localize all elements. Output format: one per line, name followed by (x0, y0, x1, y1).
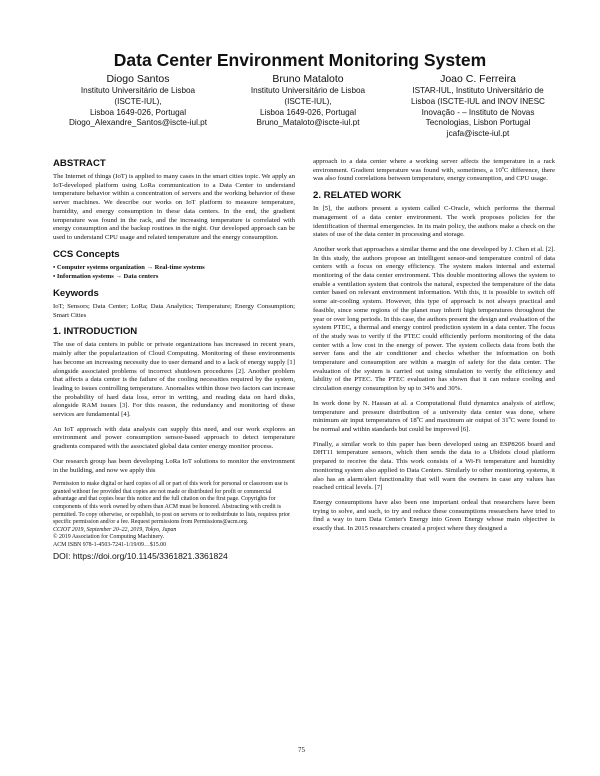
related-work-heading: 2. RELATED WORK (313, 190, 402, 202)
abstract-heading: ABSTRACT (53, 158, 106, 169)
conference-info: CCIOT 2019, September 20–22, 2019, Tokyo, Japan (53, 526, 177, 533)
isbn-info: ACM ISBN 978-1-4503-7241-1/19/09…$15.00 (53, 542, 167, 549)
copyright-notice: © 2019 Association for Computing Machinery. (53, 534, 165, 541)
ccs-heading: CCS Concepts (53, 248, 120, 260)
related-work-paragraph: In [5], the authors present a system called C-Oracle, which performs the thermal management of a data center environment. The work proposes policies for the identification of thermal emergencies. In its main policy, the authors make a check on the states of use of the data center in processing and storage. (313, 205, 555, 239)
author-affiliation-line: Inovação - – Instituto de Novas (421, 107, 535, 117)
author-affiliation-line: (ISCTE-IUL), (114, 96, 162, 106)
introduction-paragraph: Our research group has been developing LoRa IoT solutions to monitor the environment in the building, and now we apply this (53, 457, 295, 474)
introduction-paragraph: An IoT approach with data analysis can supply this need, and our work explores an environment and power consumption sensor-based approach to detect temperature gradients compared with the associated global data center energy monitor process. (53, 425, 295, 451)
keywords-text: IoT; Sensors; Data Center; LoRa; Data Analytics; Temperature; Energy Consumption; Smart Cities (53, 303, 295, 319)
page-number: 75 (298, 746, 305, 754)
permission-text: Permission to make digital or hard copies of all or part of this work for personal or classroom use is granted without fee provided that copies are not made or distributed for profit or commercial advantage and that copies bear this notice and the full citation on the first page. Copyrights for components of this work owned by others than ACM must be honored. Abstracting with credit is permitted. To copy otherwise, or republish, to post on servers or to redistribute to lists, requires prior specific permission and/or a fee. Request permissions from Permissions@acm.org. (53, 481, 291, 526)
author-1 (48, 73, 228, 129)
doi-link[interactable]: DOI: https://doi.org/10.1145/3361821.3361824 (53, 550, 228, 561)
related-work-paragraph: Finally, a similar work to this paper has been developed using an ESP8266 board and DHT11 temperature sensors, which then sends the data to a Ubidots cloud platform prepared to receive the data. This work consists of a Wi-Fi temperature and humidity monitoring system also applied to Data Centers. Similarly to other monitoring systems, it also has an alarm/alert functionality that will warn the owners in case any values has reached critical levels. [7] (313, 440, 555, 492)
author-affiliation-line: Lisboa 1649-026, Portugal (259, 107, 357, 117)
author-affiliation-line: Lisboa (ISCTE-IUL and INOV INESC (411, 96, 545, 106)
related-work-paragraph: Energy consumptions have also been one important ordeal that researchers have been trying to solve, and such, to try and reduce these consumptions researchers have tried to find a way to turn Data Center's Energy into Green Energy whose main objective is exactly that. In 2015 researchers created a project where they designed a (313, 498, 555, 533)
author-affiliation-line: Tecnologias, Lisbon Portugal (425, 118, 531, 128)
introduction-heading: 1. INTRODUCTION (53, 326, 138, 338)
author-affiliation-line: Lisboa 1649-026, Portugal (89, 107, 187, 117)
author-name: Diogo Santos (106, 73, 170, 85)
paper-title: Data Center Environment Monitoring System (113, 50, 487, 70)
keywords-heading: Keywords (53, 288, 99, 300)
abstract-text: The Internet of things (IoT) is applied to many cases in the smart cities topic. We apply an IoT-developed platform using LoRa communication to a Data Center to understand temperature behavior within a concentration of servers and the working behavior of these server machines. We describe our works on IoT platform to measure temperature, humidity, and energy consumption in these data centers. In the end, the gradient temperature was found in the rack, and the increasing temperature is correlated with energy consumption and the backup routines in the night. Our developed approach can be used to understand CPU usage and related temperature and the energy consumption. (53, 173, 295, 241)
author-2 (218, 73, 398, 129)
author-name: Bruno Mataloto (272, 73, 344, 85)
author-email: jcafa@iscte-iul.pt (446, 129, 510, 139)
author-affiliation-line: Instituto Universitário de Lisboa (250, 86, 366, 95)
author-name: Joao C. Ferreira (440, 73, 516, 85)
author-affiliation-line: (ISCTE-IUL), (284, 96, 332, 106)
related-work-paragraph: Another work that approaches a similar theme and the one developed by J. Chen et al. [2]. In this study, the authors propose an intelligent sensor-and temperature control of data centers with a focus on energy efficiency. The system makes internal and external monitoring of the data center environment. This double monitoring allows the system to enable a ventilation system that controls the natural, expected the temperature of the data center based on relevant environment information. With this, it is possible to switch off some air-cooling system. However, this type of approach is not always practical and feasible, since some regions of the planet may inherit high temperatures throughout the year or over long periods. In this case, the authors present the design and evaluation of the system PTEC, a thermal and energy control prediction system in a data center. The focus of the study was to verify if the PTEC could efficiently perform monitoring of the data center with a low cost in the energy of power. The system collects data from both the server fans and the air conditioner and checks whether the information on both temperature and consumption are within a margin of safety for the data center. The evaluation of the system is carried out using simulation to verify the efficiency and lability of the PTEC. The PTEC evaluation has shown that it can reduce cooling and circulation energy consumption by up to 34% and 30%. (313, 245, 555, 393)
author-3 (388, 73, 568, 140)
introduction-continued-paragraph: approach to a data center where a working server affects the temperature in a rack environment. Gradient temperature was found with, sometimes, a 10ºC difference, there was also found correlations between temperature, energy consumption, and CPU usage. (313, 158, 555, 183)
author-email: Diogo_Alexandre_Santos@iscte-iul.pt (68, 118, 208, 128)
permission-block (53, 481, 295, 549)
related-work-paragraph: In work done by N. Hassan at al. a Computational fluid dynamics analysis of airflow, temperature and pressure distribution of a university data center was done, where minimum air input temperatures of 18ºC and maximum air output of 31ºC were found to be normal and within standards but could be improved [6]. (313, 399, 555, 433)
ccs-item: • Information systems → Data centers (53, 273, 159, 281)
author-affiliation-line: ISTAR-IUL, Instituto Universitário de (412, 86, 544, 95)
ccs-item: • Computer systems organization → Real-time systems (53, 263, 205, 271)
author-affiliation-line: Instituto Universitário de Lisboa (80, 86, 196, 95)
right-column (313, 158, 555, 540)
introduction-paragraph: The use of data centers in public or private organizations has increased in recent years, mainly after the popularization of Cloud Computing. Monitoring of these environments has become an increasing necessity due to user demand and to a lack of energy supply [1] alongside associated problems of incorrect shutdown procedures [2]. Another problem that affects a data center is the failure of the cooling necessities required by the system, leading to issues controlling temperature. Anomalies within those two factors can increase the probability of hard data loss, error in writing, and reading data on hard disks, alongside RAM issues [3]. For this reason, the redundancy and monitoring of these services are fundamental [4]. (53, 341, 295, 419)
left-column (53, 158, 295, 562)
author-email: Bruno_Mataloto@iscte-iul.pt (256, 118, 360, 128)
